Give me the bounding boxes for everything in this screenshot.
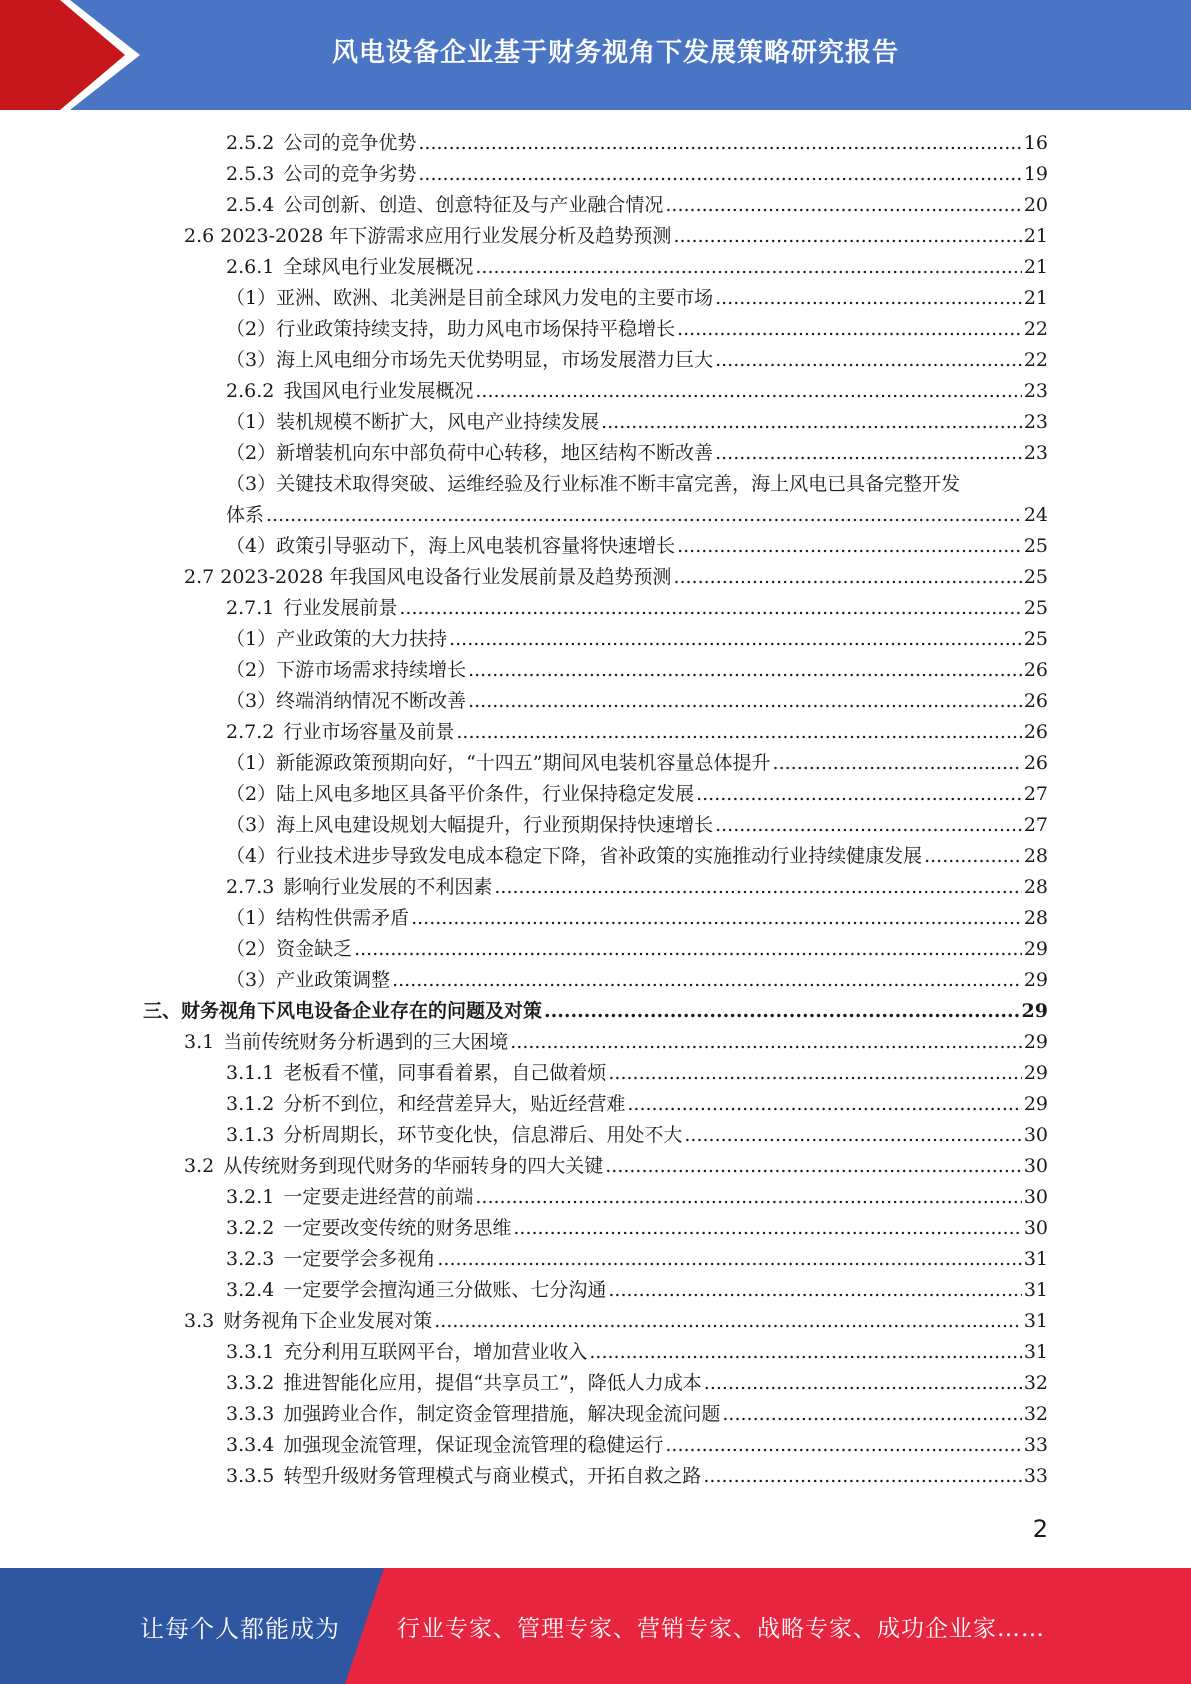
toc-entry-title: （2）新增装机向东中部负荷中心转移，地区结构不断改善 (226, 442, 714, 464)
toc-dot-leader (418, 128, 1021, 159)
toc-entry[interactable] (226, 965, 1048, 996)
toc-page-number: 24 (1023, 504, 1048, 526)
toc-page-number: 32 (1023, 1372, 1048, 1394)
toc-dot-leader (665, 1430, 1021, 1461)
toc-page-number: 28 (1023, 907, 1048, 929)
toc-page-number: 30 (1023, 1124, 1048, 1146)
toc-dot-leader (513, 1213, 1021, 1244)
toc-dot-leader (510, 1027, 1022, 1058)
toc-entry-title: 当前传统财务分析遇到的三大困境 (223, 1031, 509, 1053)
toc-entry-title: （1）结构性供需矛盾 (226, 907, 410, 929)
toc-dot-leader (684, 1120, 1021, 1151)
toc-dot-leader (434, 1306, 1022, 1337)
toc-dot-leader (544, 996, 1020, 1027)
toc-dot-leader (354, 934, 1022, 965)
toc-dot-leader (475, 252, 1021, 283)
toc-entry[interactable] (226, 810, 1048, 841)
toc-page-number: 30 (1023, 1186, 1048, 1208)
toc-entry[interactable] (226, 593, 1048, 624)
toc-entry-title: 分析不到位，和经营差异大，贴近经营难 (283, 1093, 626, 1115)
toc-entry-title: 公司的竞争劣势 (283, 163, 417, 185)
toc-page-number: 33 (1023, 1465, 1048, 1487)
toc-entry[interactable] (184, 1306, 1048, 1337)
toc-entry[interactable] (226, 283, 1048, 314)
toc-entry[interactable] (226, 1120, 1048, 1151)
toc-entry[interactable] (226, 345, 1048, 376)
toc-entry[interactable] (226, 1368, 1048, 1399)
toc-page-number: 28 (1023, 876, 1048, 898)
toc-dot-leader (722, 1399, 1021, 1430)
toc-entry-title: （1）装机规模不断扩大，风电产业持续发展 (226, 411, 600, 433)
toc-page-number: 33 (1023, 1434, 1048, 1456)
toc-section-number: 2.5.3 (226, 163, 275, 185)
toc-entry-title: 一定要学会擅沟通三分做账、七分沟通 (283, 1279, 607, 1301)
toc-dot-leader (418, 159, 1021, 190)
toc-entry-title: （3）海上风电建设规划大幅提升，行业预期保持快速增长 (226, 814, 714, 836)
toc-page-number: 29 (1021, 1000, 1048, 1022)
toc-dot-leader (456, 717, 1021, 748)
toc-page-number: 25 (1023, 597, 1048, 619)
toc-page-number: 28 (1023, 845, 1048, 867)
toc-page-number: 19 (1023, 163, 1048, 185)
toc-entry[interactable] (226, 314, 1048, 345)
toc-entry[interactable] (226, 1182, 1048, 1213)
toc-entry-title: 转型升级财务管理模式与商业模式，开拓自救之路 (283, 1465, 702, 1487)
toc-page-number: 29 (1023, 969, 1048, 991)
toc-entry-title: （2）资金缺乏 (226, 938, 353, 960)
toc-entry-title: 三、财务视角下风电设备企业存在的问题及对策 (143, 1000, 543, 1022)
toc-page-number: 26 (1023, 659, 1048, 681)
toc-section-number: 2.6.1 (226, 256, 275, 278)
toc-dot-leader (449, 624, 1022, 655)
toc-entry-title: （2）陆上风电多地区具备平价条件，行业保持稳定发展 (226, 783, 695, 805)
toc-dot-leader (475, 376, 1021, 407)
toc-page-number: 30 (1023, 1155, 1048, 1177)
toc-dot-leader (468, 686, 1022, 717)
toc-page-number: 21 (1023, 287, 1048, 309)
report-title: 风电设备企业基于财务视角下发展策略研究报告 (331, 37, 899, 68)
toc-dot-leader (608, 1275, 1021, 1306)
toc-entry[interactable] (226, 717, 1048, 748)
footer-slogan-lead: 让每个人都能成为 (140, 1614, 340, 1643)
toc-page-number: 23 (1023, 380, 1048, 402)
toc-dot-leader (627, 1089, 1021, 1120)
toc-page-number: 29 (1023, 1093, 1048, 1115)
toc-entry[interactable] (226, 531, 1048, 562)
toc-entry-title: （3）产业政策调整 (226, 969, 391, 991)
page-footer (0, 1568, 1191, 1684)
toc-page-number: 22 (1023, 318, 1048, 340)
toc-entry-title: 一定要学会多视角 (283, 1248, 436, 1270)
page-number: 2 (1032, 1515, 1048, 1543)
toc-entry[interactable] (184, 562, 1048, 593)
toc-entry[interactable] (226, 128, 1048, 159)
toc-entry-title: （1）亚洲、欧洲、北美洲是目前全球风力发电的主要市场 (226, 287, 714, 309)
toc-entry[interactable] (226, 500, 1048, 531)
toc-entry-title: 分析周期长，环节变化快，信息滞后、用处不大 (283, 1124, 683, 1146)
toc-page-number: 30 (1023, 1217, 1048, 1239)
toc-dot-leader (673, 221, 1021, 252)
toc-dot-leader (715, 345, 1022, 376)
toc-dot-leader (696, 779, 1022, 810)
toc-dot-leader (677, 531, 1022, 562)
toc-section-number: 3.3.3 (226, 1403, 275, 1425)
toc-page-number: 25 (1023, 628, 1048, 650)
toc-entry-title: 一定要走进经营的前端 (283, 1186, 474, 1208)
toc-entry-title: 加强现金流管理，保证现金流管理的稳健运行 (283, 1434, 664, 1456)
toc-section-number: 3.1.1 (226, 1062, 275, 1084)
toc-entry-title: 推进智能化应用，提倡“共享员工”，降低人力成本 (283, 1372, 702, 1394)
toc-entry[interactable] (226, 159, 1048, 190)
toc-page-number: 31 (1023, 1310, 1048, 1332)
toc-entry[interactable] (226, 1399, 1048, 1430)
toc-dot-leader (677, 314, 1022, 345)
toc-page-number: 27 (1023, 783, 1048, 805)
toc-page-number: 29 (1023, 938, 1048, 960)
toc-entry-title: 行业发展前景 (283, 597, 398, 619)
toc-page-number: 22 (1023, 349, 1048, 371)
toc-page-number: 26 (1023, 721, 1048, 743)
toc-dot-leader (673, 562, 1021, 593)
toc-page-number: 23 (1023, 442, 1048, 464)
toc-dot-leader (773, 748, 1022, 779)
toc-entry[interactable] (226, 779, 1048, 810)
toc-section-number: 2.6.2 (226, 380, 275, 402)
toc-page-number: 16 (1023, 132, 1048, 154)
toc-entry[interactable] (226, 252, 1048, 283)
toc-entry-title: 加强跨业合作，制定资金管理措施，解决现金流问题 (283, 1403, 721, 1425)
toc-entry-title: （1）新能源政策预期向好，“十四五”期间风电装机容量总体提升 (226, 752, 771, 774)
toc-entry-title: （4）政策引导驱动下，海上风电装机容量将快速增长 (226, 535, 676, 557)
toc-entry-title: 行业市场容量及前景 (283, 721, 455, 743)
toc-section-number: 3.1 (184, 1031, 215, 1053)
toc-entry[interactable] (226, 1275, 1048, 1306)
toc-page-number: 20 (1023, 194, 1048, 216)
toc-section-number: 3.2.4 (226, 1279, 275, 1301)
toc-entry-title: （1）产业政策的大力扶持 (226, 628, 448, 650)
toc-section-number: 3.3.5 (226, 1465, 275, 1487)
toc-entry[interactable] (226, 376, 1048, 407)
toc-entry[interactable] (226, 624, 1048, 655)
toc-section-number: 3.3.2 (226, 1372, 275, 1394)
toc-section-number: 3.2 (184, 1155, 215, 1177)
toc-dot-leader (494, 872, 1021, 903)
toc-dot-leader (608, 1058, 1021, 1089)
toc-section-number: 2.7.1 (226, 597, 275, 619)
toc-entry-wrapped-line[interactable]: （3）关键技术取得突破、运维经验及行业标准不断丰富完善，海上风电已具备完整开发 (226, 473, 961, 495)
toc-page-number: 21 (1023, 256, 1048, 278)
toc-chapter-entry[interactable] (143, 996, 1048, 1027)
toc-entry-title: 财务视角下企业发展对策 (223, 1310, 433, 1332)
toc-dot-leader (715, 438, 1022, 469)
toc-entry[interactable] (226, 748, 1048, 779)
toc-page-number: 29 (1023, 1031, 1048, 1053)
toc-entry-title: 我国风电行业发展概况 (283, 380, 474, 402)
toc-entry[interactable] (184, 221, 1048, 252)
footer-slogan-roles: 行业专家、管理专家、营销专家、战略专家、成功企业家…… (397, 1615, 1045, 1642)
toc-section-number: 3.3.1 (226, 1341, 275, 1363)
toc-entry-title: （4）行业技术进步导致发电成本稳定下降，省补政策的实施推动行业持续健康发展 (226, 845, 923, 867)
toc-dot-leader (715, 810, 1022, 841)
page-header (0, 0, 1191, 110)
toc-dot-leader (437, 1244, 1021, 1275)
toc-entry[interactable] (226, 1058, 1048, 1089)
toc-page-number: 29 (1023, 1062, 1048, 1084)
toc-entry-title: 公司的竞争优势 (283, 132, 417, 154)
toc-dot-leader (475, 1182, 1021, 1213)
toc-entry-title: 体系 (226, 504, 265, 526)
toc-dot-leader (601, 407, 1022, 438)
toc-entry-title: 充分利用互联网平台，增加营业收入 (283, 1341, 588, 1363)
toc-entry[interactable] (226, 934, 1048, 965)
toc-page-number: 32 (1023, 1403, 1048, 1425)
toc-section-number: 2.5.2 (226, 132, 275, 154)
toc-entry-title: （3）海上风电细分市场先天优势明显，市场发展潜力巨大 (226, 349, 714, 371)
toc-entry[interactable] (226, 1213, 1048, 1244)
toc-entry[interactable] (226, 872, 1048, 903)
toc-entry[interactable] (226, 190, 1048, 221)
toc-section-number: 3.3 (184, 1310, 215, 1332)
toc-dot-leader (266, 500, 1022, 531)
toc-dot-leader (392, 965, 1022, 996)
toc-section-number: 3.1.2 (226, 1093, 275, 1115)
toc-entry-title: （2）行业政策持续支持，助力风电市场保持平稳增长 (226, 318, 676, 340)
toc-dot-leader (411, 903, 1022, 934)
toc-entry[interactable] (226, 655, 1048, 686)
toc-dot-leader (715, 283, 1022, 314)
toc-section-number: 3.2.1 (226, 1186, 275, 1208)
toc-dot-leader (665, 190, 1021, 221)
toc-entry-title: （3）终端消纳情况不断改善 (226, 690, 467, 712)
toc-section-number: 3.2.2 (226, 1217, 275, 1239)
toc-section-number: 3.3.4 (226, 1434, 275, 1456)
toc-entry[interactable] (226, 1461, 1048, 1492)
toc-page-number: 31 (1023, 1341, 1048, 1363)
toc-entry[interactable] (226, 407, 1048, 438)
toc-entry-title: 从传统财务到现代财务的华丽转身的四大关键 (223, 1155, 604, 1177)
toc-entry[interactable] (226, 841, 1048, 872)
toc-entry[interactable] (184, 1027, 1048, 1058)
toc-page-number: 25 (1023, 535, 1048, 557)
toc-dot-leader (703, 1461, 1021, 1492)
toc-entry[interactable] (184, 1151, 1048, 1182)
toc-section-number: 2.7.3 (226, 876, 275, 898)
toc-entry-title: （2）下游市场需求持续增长 (226, 659, 467, 681)
toc-entry[interactable] (226, 903, 1048, 934)
toc-entry-title: 2.7 2023-2028 年我国风电设备行业发展前景及趋势预测 (184, 566, 672, 588)
toc-entry-title: 影响行业发展的不利因素 (283, 876, 493, 898)
toc-section-number: 3.2.3 (226, 1248, 275, 1270)
toc-dot-leader (468, 655, 1022, 686)
toc-page-number: 26 (1023, 752, 1048, 774)
toc-page-number: 23 (1023, 411, 1048, 433)
toc-entry-title: 全球风电行业发展概况 (283, 256, 474, 278)
toc-entry[interactable] (226, 1337, 1048, 1368)
toc-entry[interactable] (226, 1430, 1048, 1461)
toc-section-number: 3.1.3 (226, 1124, 275, 1146)
toc-entry-title: 公司创新、创造、创意特征及与产业融合情况 (283, 194, 664, 216)
toc-entry-title: 2.6 2023-2028 年下游需求应用行业发展分析及趋势预测 (184, 225, 672, 247)
toc-dot-leader (399, 593, 1021, 624)
toc-page-number: 21 (1023, 225, 1048, 247)
toc-entry[interactable] (226, 1089, 1048, 1120)
toc-page-number: 27 (1023, 814, 1048, 836)
toc-section-number: 2.5.4 (226, 194, 275, 216)
toc-page-number: 26 (1023, 690, 1048, 712)
toc-section-number: 2.7.2 (226, 721, 275, 743)
toc-dot-leader (605, 1151, 1022, 1182)
toc-entry-title: 一定要改变传统的财务思维 (283, 1217, 512, 1239)
toc-entry[interactable] (226, 438, 1048, 469)
toc-entry[interactable] (226, 1244, 1048, 1275)
toc-dot-leader (924, 841, 1022, 872)
toc-dot-leader (589, 1337, 1021, 1368)
toc-entry[interactable] (226, 686, 1048, 717)
toc-dot-leader (704, 1368, 1022, 1399)
toc-page-number: 25 (1023, 566, 1048, 588)
toc-entry-title: 老板看不懂，同事看着累，自己做着烦 (283, 1062, 607, 1084)
toc-page-number: 31 (1023, 1248, 1048, 1270)
toc-page-number: 31 (1023, 1279, 1048, 1301)
